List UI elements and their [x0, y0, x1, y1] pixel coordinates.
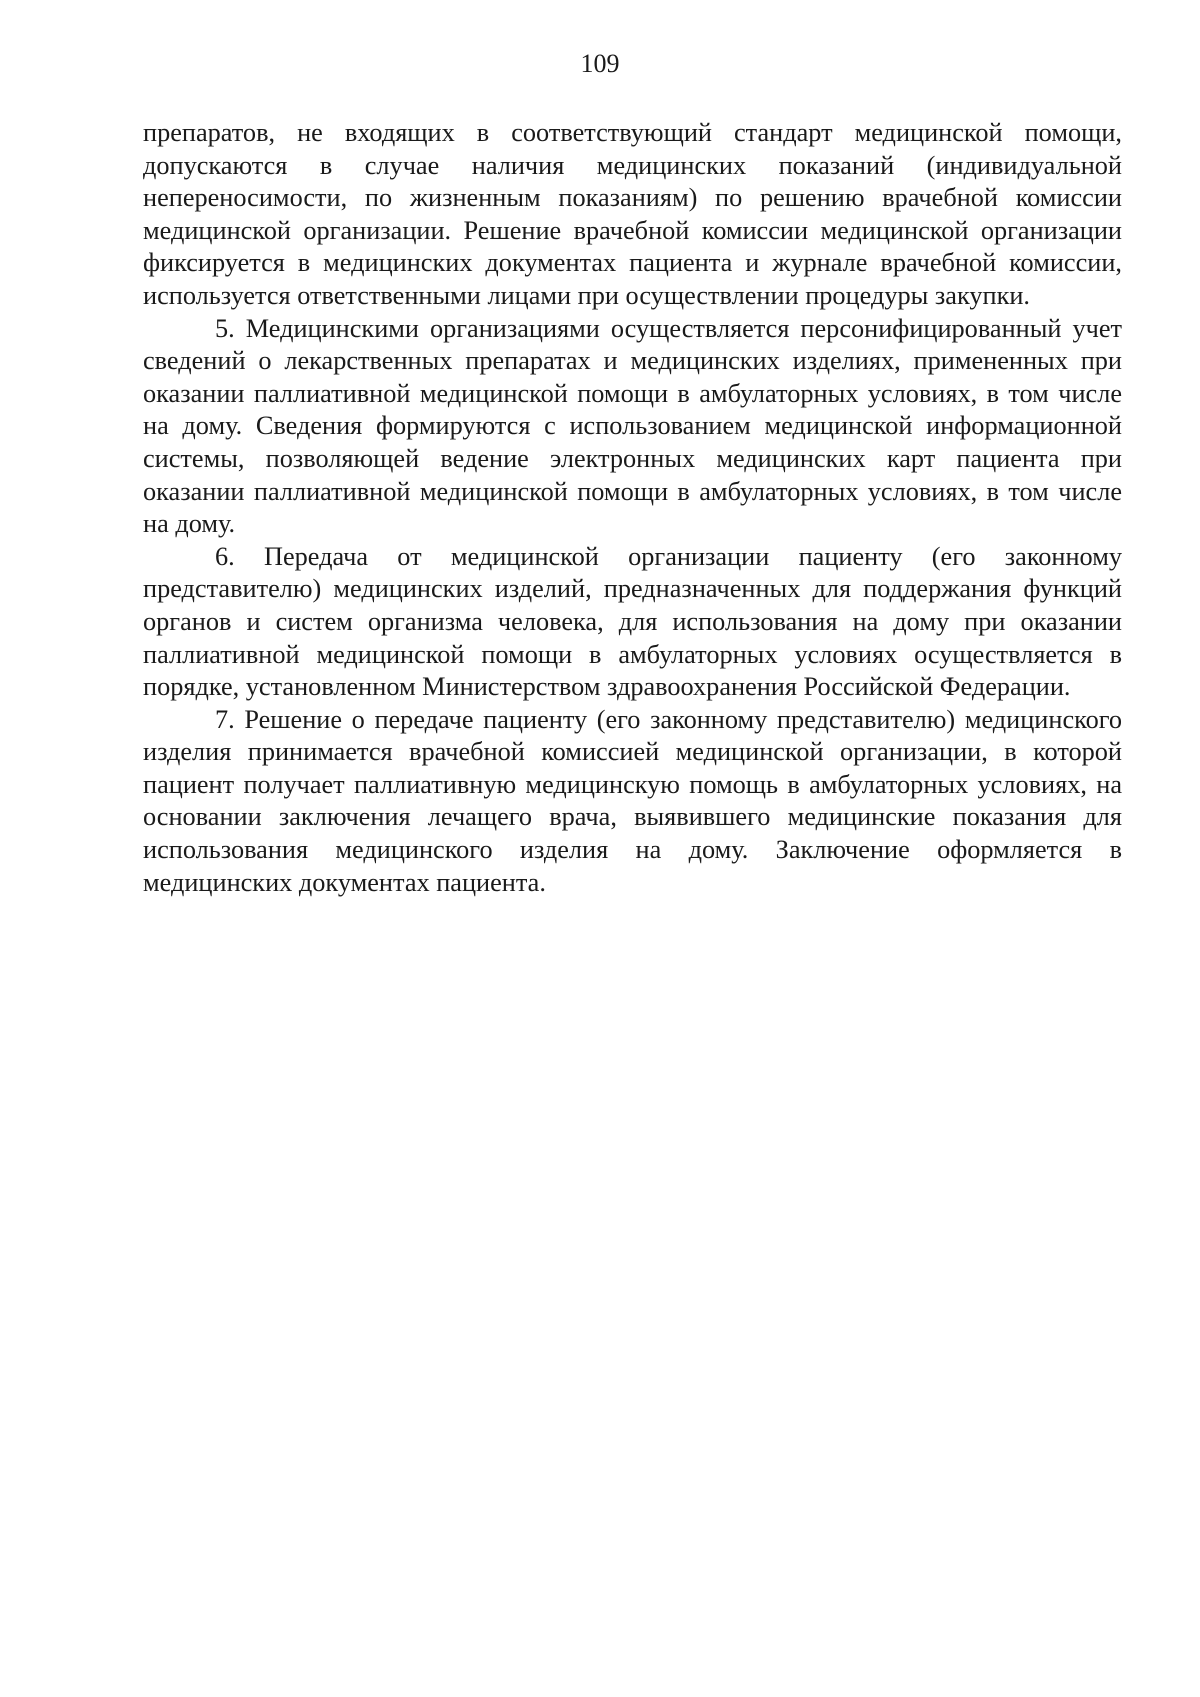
- paragraph-item-5: 5. Медицинскими организациями осуществляется персонифицированный учет сведений о лекарственных препаратах и медицинских изделиях, примененных при оказании паллиативной медицинской помощи в амбулаторных условиях, в том числе на дому. Сведения формируются с использованием медицинской информационной системы, позволяющей ведение электронных медицинских карт пациента при оказании паллиативной медицинской помощи в амбулаторных условиях, в том числе на дому.: [143, 313, 1122, 539]
- paragraph-item-7: 7. Решение о передаче пациенту (его законному представителю) медицинского изделия принимается врачебной комиссией медицинской организации, в которой пациент получает паллиативную медицинскую помощь в амбулаторных условиях, на основании заключения лечащего врача, выявившего медицинские показания для использования медицинского изделия на дому. Заключение оформляется в медицинских документах пациента.: [143, 704, 1122, 897]
- document-body: [143, 117, 1122, 899]
- page-number: 109: [580, 49, 620, 78]
- paragraph-item-6: 6. Передача от медицинской организации пациенту (его законному представителю) медицинских изделий, предназначенных для поддержания функций органов и систем организма человека, для использования на дому при оказании паллиативной медицинской помощи в амбулаторных условиях осуществляется в порядке, установленном Министерством здравоохранения Российской Федерации.: [143, 541, 1122, 702]
- paragraph-continuation: препаратов, не входящих в соответствующий стандарт медицинской помощи, допускаются в случае наличия медицинских показаний (индивидуальной непереносимости, по жизненным показаниям) по решению врачебной комиссии медицинской организации. Решение врачебной комиссии медицинской организации фиксируется в медицинских документах пациента и журнале врачебной комиссии, используется ответственными лицами при осуществлении процедуры закупки.: [143, 118, 1122, 310]
